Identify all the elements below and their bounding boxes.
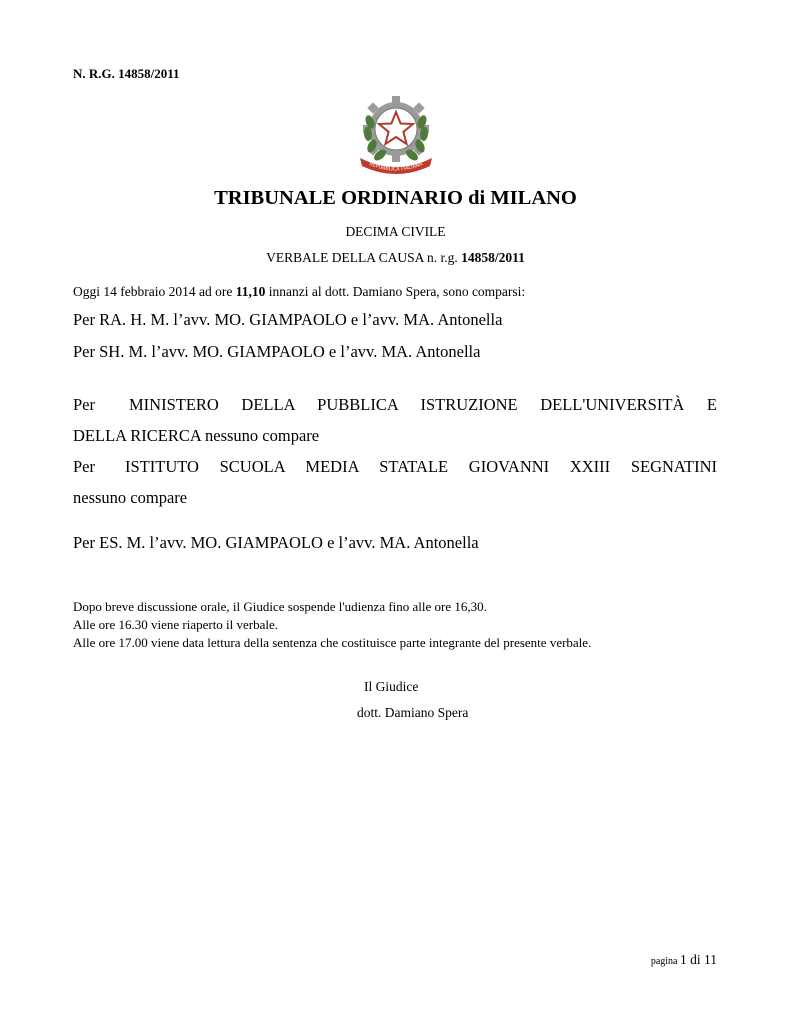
court-title: TRIBUNALE ORDINARIO di MILANO xyxy=(214,187,577,209)
session-intro-after: innanzi al dott. Damiano Spera, sono comparsi: xyxy=(265,284,526,299)
emblem-republic-icon xyxy=(356,92,436,174)
party-istituto-line1 xyxy=(73,451,717,482)
party-sh: Per SH. M. l’avv. MO. GIAMPAOLO e l’avv. MA. Antonella xyxy=(73,342,481,361)
party-ministero-per: Per xyxy=(73,395,95,414)
page-label: pagina xyxy=(650,956,680,967)
body-line-2: Alle ore 16.30 viene riaperto il verbale. xyxy=(73,617,279,632)
session-intro-before: Oggi 14 febbraio 2014 ad ore xyxy=(73,284,236,299)
party-istituto-name: ISTITUTO SCUOLA MEDIA STATALE GIOVANNI XXIII SEGNATINI xyxy=(125,457,717,476)
party-ministero-name: MINISTERO DELLA PUBBLICA ISTRUZIONE DELL'UNIVERSITÀ E xyxy=(129,395,717,414)
party-ministero-line1 xyxy=(73,389,717,420)
session-time: 11,10 xyxy=(235,284,266,299)
session-intro xyxy=(73,284,525,300)
signature-name: dott. Damiano Spera xyxy=(357,705,469,720)
party-ra: Per RA. H. M. l’avv. MO. GIAMPAOLO e l’avv. MA. Antonella xyxy=(73,310,503,329)
party-istituto-per: Per xyxy=(73,457,95,476)
body-line-3: Alle ore 17.00 viene data lettura della sentenza che costituisce parte integrante del presente verbale. xyxy=(73,635,592,650)
signature-role: Il Giudice xyxy=(364,679,419,694)
verbale-number: 14858/2011 xyxy=(461,250,525,265)
party-es: Per ES. M. l’avv. MO. GIAMPAOLO e l’avv. MA. Antonella xyxy=(73,533,479,552)
case-number: N. R.G. 14858/2011 xyxy=(73,66,180,81)
body-line-1: Dopo breve discussione orale, il Giudice sospende l'udienza fino alle ore 16,30. xyxy=(73,599,487,614)
verbale-heading xyxy=(0,250,791,266)
verbale-prefix: VERBALE DELLA CAUSA n. r.g. xyxy=(266,250,462,265)
party-istituto-line2: nessuno compare xyxy=(73,488,188,507)
page-count: 1 di 11 xyxy=(680,952,717,967)
party-ministero-line2: DELLA RICERCA nessuno compare xyxy=(73,426,320,445)
emblem-ribbon-text: REPUBBLICA ITALIANA xyxy=(368,161,424,173)
page-number xyxy=(651,952,717,968)
section-name: DECIMA CIVILE xyxy=(345,224,446,239)
